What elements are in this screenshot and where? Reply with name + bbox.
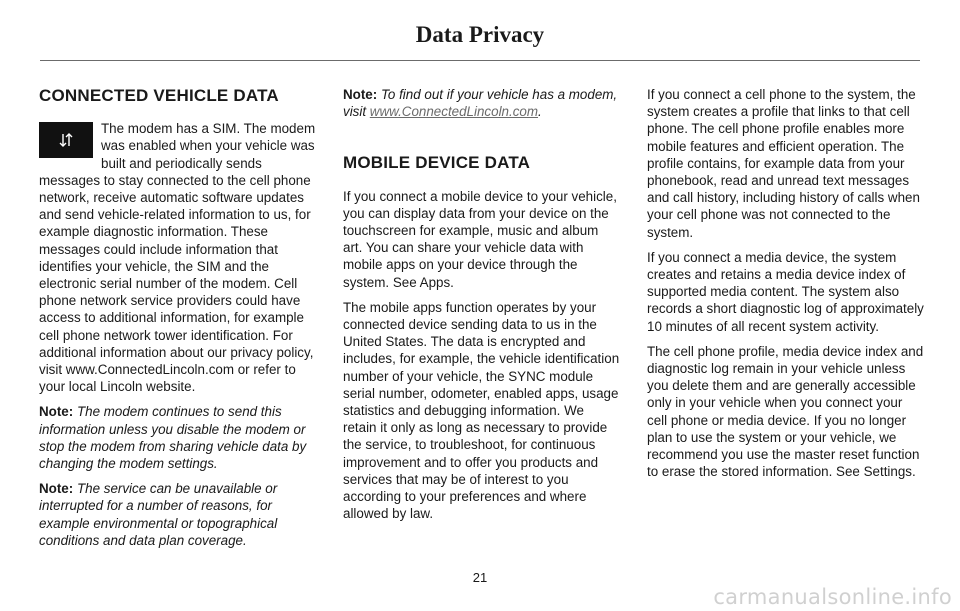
note-text: The service can be unavailable or interrupted for a number of reasons, for example environmental or topographical conditions and data plan coverage. xyxy=(39,481,278,548)
note-find-modem xyxy=(343,86,620,120)
note-text: To find out if your vehicle has a modem, visit xyxy=(343,87,618,120)
note-text: The modem continues to send this information unless you disable the modem or stop the modem from sharing vehicle data by changing the modem settings. xyxy=(39,404,307,472)
note-label: Note: xyxy=(39,481,74,497)
column-right xyxy=(647,86,924,488)
note-service-unavailable xyxy=(39,480,316,549)
column-left xyxy=(39,87,316,557)
note-modem-continues xyxy=(39,403,316,472)
paragraph-media-device: If you connect a media device, the system creates and retains a media device index of supported media content. The system also records a short diagnostic log of approximately 10 minutes of all recent system activity. xyxy=(647,249,924,334)
note-label: Note: xyxy=(39,404,74,420)
note-label: Note: xyxy=(343,87,378,102)
page-title: Data Privacy xyxy=(415,22,545,47)
note-end: . xyxy=(538,104,542,120)
column-middle xyxy=(343,86,620,530)
title-divider xyxy=(40,60,920,61)
paragraph-retention: The cell phone profile, media device index and diagnostic log remain in your vehicle unless you delete them and are generally accessible only in your vehicle when you connect your cell phone or media device. If you no longer plan to use the system or your vehicle, we recommend you use the master reset function to erase the stored information. See Settings. xyxy=(647,343,924,480)
connected-lincoln-link[interactable]: www.ConnectedLincoln.com xyxy=(369,104,539,120)
page-number: 21 xyxy=(472,570,488,585)
modem-arrows-icon xyxy=(39,122,93,158)
paragraph-mobile-device: If you connect a mobile device to your vehicle, you can display data from your device on the touchscreen for example, music and album art. You can share your vehicle data with mobile apps on your device through the system. See Apps. xyxy=(343,188,617,290)
watermark: carmanualsonline.info xyxy=(713,585,952,609)
paragraph-cell-phone-profile: If you connect a cell phone to the system, the system creates a profile that links to that cell phone. The cell phone profile enables more mobile features and efficient operation. The profile contains, for example data from your phonebook, read and unread text messages and call history, including history of calls when your cell phone was not connected to the system. xyxy=(647,87,920,240)
section-heading-mobile-device-data: MOBILE DEVICE DATA xyxy=(343,153,531,173)
paragraph-modem: The modem has a SIM. The modem was enabled when your vehicle was built and periodically sends messages to stay connected to the cell phone network, receive automatic software updates and send vehicle-related information to us, for example diagnostic information. These messages could include information that identifies your vehicle, the SIM and the electronic serial number of the modem. Cell phone network service providers could have access to additional information, for example cell phone network tower identification. For additional information about our privacy policy, visit www.ConnectedLincoln.com or refer to your local Lincoln website. xyxy=(39,121,316,395)
section-heading-connected-vehicle-data: CONNECTED VEHICLE DATA xyxy=(39,86,279,105)
paragraph-mobile-apps: The mobile apps function operates by your connected device sending data to us in the United States. The data is encrypted and includes, for example, the vehicle identification number of your vehicle, the SYNC module serial number, odometer, enabled apps, usage statistics and debugging information. We retain it only as long as necessary to provide the service, to troubleshoot, for continuous improvement and to offer you products and services that may be of interest to you according to your preferences and where allowed by law. xyxy=(343,299,620,522)
